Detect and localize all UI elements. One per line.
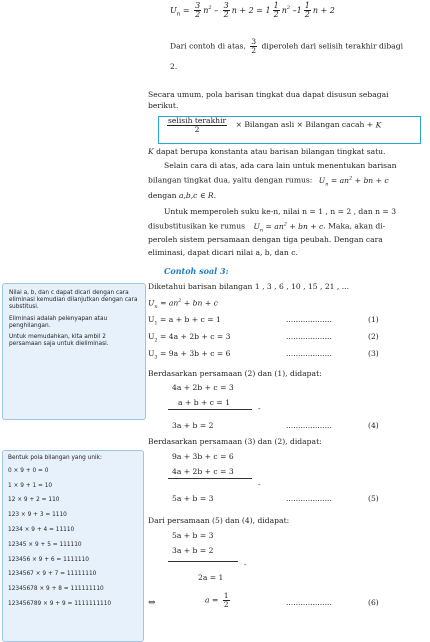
equation-2: $U_2 = 4a + 2b + c = 3$ — [148, 332, 231, 344]
step-3-eq-a: 5a + b = 3 — [172, 531, 214, 540]
equation-2-number: (2) — [368, 332, 379, 341]
example-formula: $U_n = an^2$ + bn + c — [148, 298, 218, 311]
step-1-number: (4) — [368, 421, 379, 430]
sidebar-note-p3: Untuk memudahkan, kita ambil 2 persamaan saja untuk dieliminasi. — [9, 334, 109, 348]
formula-top: $U_n$ = $\frac{3}{2}$ $n^2$ – $\frac{3}{2}$ n + 2 = 1 $\frac{1}{2}$ $n^2$ –1 $\frac{1}{2}$ n + 2 — [170, 1, 335, 20]
sidebar-note — [2, 283, 146, 420]
step-1-eq-b: a + b + c = 1 — [178, 398, 231, 407]
equation-1-number: (1) — [368, 315, 379, 324]
sidebar-pattern — [2, 450, 144, 642]
pattern-row: 123456 × 9 + 6 = 1111110 — [8, 556, 89, 563]
step-1-title: Berdasarkan persamaan (2) dan (1), didapat: — [148, 369, 322, 378]
pattern-row: 12345678 × 9 + 8 = 111111110 — [8, 586, 104, 593]
step-3-eq-b: 3a + b = 2 — [172, 546, 214, 555]
step-3-result: 2a = 1 — [198, 573, 224, 582]
step-2-eq-a: 9a + 3b + c = 6 — [172, 452, 234, 461]
step-1-minus: - — [258, 404, 261, 413]
final-result: a = $\frac{1}{2}$ — [205, 591, 229, 609]
pattern-row: 12 × 9 + 2 = 110 — [8, 497, 60, 504]
step-1-eq-a: 4a + 2b + c = 3 — [172, 383, 234, 392]
pattern-row: 1234567 × 9 + 7 = 11111110 — [8, 571, 97, 578]
step-2-number: (5) — [368, 494, 379, 503]
step-2-title: Berdasarkan persamaan (3) dan (2), didapat: — [148, 437, 322, 446]
paragraph-3-line-3: bilangan tingkat dua, yaitu dengan rumus: $U_n = an^2$ + bn + c — [148, 175, 389, 188]
step-3-rule — [168, 561, 238, 562]
equation-3-number: (3) — [368, 349, 379, 358]
step-2-eq-b: 4a + 2b + c = 3 — [172, 467, 234, 476]
equivalence-arrow: ⇔ — [148, 598, 156, 608]
paragraph-2-line-1: Secara umum, pola barisan tingkat dua dapat disusun sebagai — [148, 90, 389, 99]
step-2-minus: - — [258, 480, 261, 489]
paragraph-3-line-4: dengan a,b,c ∈ R. — [148, 191, 217, 200]
paragraph-1: Dari contoh di atas, $\frac{3}{2}$ diperoleh dari selisih terakhir dibagi — [170, 37, 403, 55]
step-3-title: Dari persamaan (5) dan (4), didapat: — [148, 516, 290, 525]
step-3-minus: - — [244, 560, 247, 569]
equation-2-dots: ................... — [286, 332, 332, 341]
step-1-dots: ................... — [286, 421, 332, 430]
pattern-row: 123456789 × 9 + 9 = 1111111110 — [8, 600, 112, 607]
paragraph-3-line-2: Selain cara di atas, ada cara lain untuk menentukan barisan — [164, 161, 397, 170]
paragraph-3-line-1: K dapat berupa konstanta atau barisan bilangan tingkat satu. — [148, 147, 386, 156]
pattern-row: 1234 × 9 + 4 = 11110 — [8, 526, 75, 533]
pattern-title: Bentuk pola bilangan yang unik: — [8, 455, 102, 461]
pattern-row: 1 × 9 + 1 = 10 — [8, 482, 53, 489]
paragraph-4-line-1: Untuk memperoleh suku ke-n, nilai n = 1 , n = 2 , dan n = 3 — [164, 207, 397, 216]
paragraph-2-line-2: berikut. — [148, 101, 179, 110]
step-1-result: 3a + b = 2 — [172, 421, 214, 430]
pattern-row: 123 × 9 + 3 = 1110 — [8, 512, 67, 519]
final-number: (6) — [368, 598, 379, 607]
paragraph-4-line-3: peroleh sistem persamaan dengan tiga peubah. Dengan cara — [148, 235, 383, 244]
pattern-row: 12345 × 9 + 5 = 111110 — [8, 541, 82, 548]
example-given: Diketahui barisan bilangan 1 , 3 , 6 , 10 , 15 , 21 , ... — [148, 282, 349, 291]
sidebar-note-p1: Nilai a, b, dan c dapat dicari dengan cara eliminasi kemudian dilanjutkan dengan cara substitusi. — [9, 290, 138, 311]
general-formula: $\frac{\text{selisih terakhir}}{2}$ × Bilangan asli × Bilangan cacah + K — [168, 116, 382, 134]
paragraph-1-cont: 2. — [170, 62, 178, 71]
example-heading: Contoh soal 3: — [164, 266, 229, 276]
equation-1-dots: ................... — [286, 315, 332, 324]
equation-3-dots: ................... — [286, 349, 332, 358]
sidebar-note-p2: Eliminasi adalah pelenyapan atau penghilangan. — [9, 315, 108, 329]
paragraph-4-line-2: disubstitusikan ke rumus $U_n = an^2$ + bn + c. Maka, akan di- — [148, 221, 386, 234]
pattern-row: 0 × 9 + 0 = 0 — [8, 467, 49, 474]
final-dots: ................... — [286, 598, 332, 607]
equation-1: $U_1 = a + b + c = 1$ — [148, 315, 221, 327]
paragraph-4-line-4: eliminasi, dapat dicari nilai a, b, dan c. — [148, 248, 298, 257]
equation-3: $U_3 = 9a + 3b + c = 6$ — [148, 349, 231, 361]
step-1-rule — [168, 409, 252, 410]
step-2-dots: ................... — [286, 494, 332, 503]
step-2-result: 5a + b = 3 — [172, 494, 214, 503]
step-2-rule — [168, 478, 252, 479]
